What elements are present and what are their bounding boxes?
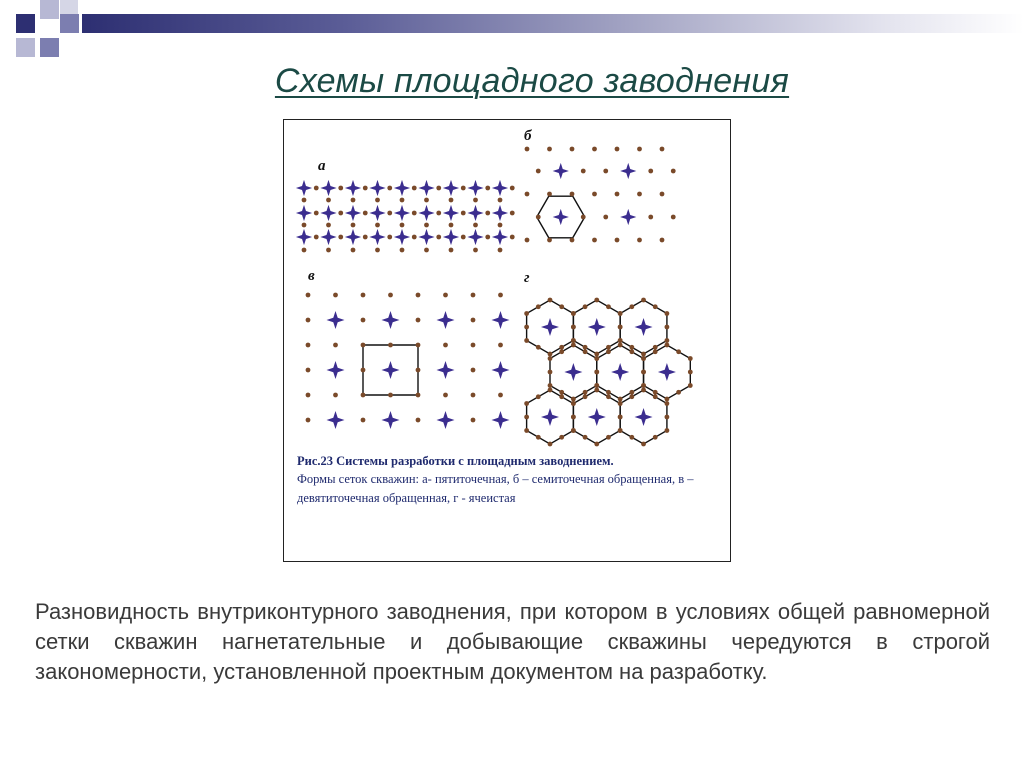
- production-dot-icon: [671, 169, 676, 174]
- production-dot-icon: [606, 345, 611, 350]
- production-dot-icon: [559, 394, 564, 399]
- production-dot-icon: [571, 401, 576, 406]
- production-dot-icon: [548, 442, 553, 447]
- production-dot-icon: [571, 325, 576, 330]
- injection-star-icon: [467, 229, 483, 245]
- production-dot-icon: [536, 394, 541, 399]
- production-dot-icon: [559, 390, 564, 395]
- production-dot-icon: [653, 349, 658, 354]
- production-dot-icon: [688, 356, 693, 361]
- injection-star-icon: [467, 205, 483, 221]
- production-dot-icon: [416, 393, 421, 398]
- production-dot-icon: [314, 211, 319, 216]
- production-dot-icon: [536, 215, 541, 220]
- injection-star-icon: [382, 361, 400, 379]
- label-a: а: [318, 158, 326, 174]
- production-dot-icon: [436, 235, 441, 240]
- production-wells: [302, 147, 693, 447]
- label-b: б: [524, 128, 532, 144]
- production-dot-icon: [592, 192, 597, 197]
- production-dot-icon: [375, 198, 380, 203]
- production-dot-icon: [412, 235, 417, 240]
- production-dot-icon: [615, 238, 620, 243]
- production-dot-icon: [306, 318, 311, 323]
- production-dot-icon: [326, 198, 331, 203]
- production-dot-icon: [547, 192, 552, 197]
- production-dot-icon: [603, 215, 608, 220]
- production-dot-icon: [536, 435, 541, 440]
- production-dot-icon: [548, 370, 553, 375]
- production-dot-icon: [641, 388, 646, 393]
- production-dot-icon: [581, 215, 586, 220]
- production-dot-icon: [559, 435, 564, 440]
- production-dot-icon: [471, 418, 476, 423]
- production-dot-icon: [648, 215, 653, 220]
- injection-star-icon: [382, 311, 400, 329]
- production-dot-icon: [524, 338, 529, 343]
- production-dot-icon: [665, 325, 670, 330]
- production-dot-icon: [629, 394, 634, 399]
- production-dot-icon: [361, 368, 366, 373]
- production-dot-icon: [363, 211, 368, 216]
- production-dot-icon: [559, 345, 564, 350]
- corner-square-dark: [16, 14, 35, 33]
- production-dot-icon: [471, 368, 476, 373]
- injection-star-icon: [327, 411, 345, 429]
- well-pattern-figure: [283, 119, 731, 562]
- production-dot-icon: [306, 393, 311, 398]
- production-dot-icon: [333, 293, 338, 298]
- production-dot-icon: [583, 349, 588, 354]
- injection-star-icon: [467, 180, 483, 196]
- injection-star-icon: [492, 311, 510, 329]
- injection-star-icon: [327, 311, 345, 329]
- production-dot-icon: [400, 248, 405, 253]
- production-dot-icon: [424, 198, 429, 203]
- production-dot-icon: [302, 198, 307, 203]
- injection-star-icon: [611, 363, 629, 381]
- production-dot-icon: [363, 186, 368, 191]
- production-dot-icon: [498, 248, 503, 253]
- production-dot-icon: [461, 211, 466, 216]
- injection-star-icon: [327, 361, 345, 379]
- production-dot-icon: [536, 345, 541, 350]
- injection-star-icon: [492, 205, 508, 221]
- production-dot-icon: [618, 397, 623, 402]
- production-dot-icon: [559, 349, 564, 354]
- production-dot-icon: [510, 235, 515, 240]
- production-dot-icon: [641, 383, 646, 388]
- injection-star-icon: [345, 205, 361, 221]
- injection-star-icon: [418, 229, 434, 245]
- injection-star-icon: [588, 408, 606, 426]
- production-dot-icon: [326, 248, 331, 253]
- production-dot-icon: [443, 293, 448, 298]
- production-dot-icon: [571, 428, 576, 433]
- production-dot-icon: [387, 235, 392, 240]
- production-dot-icon: [583, 304, 588, 309]
- corner-square-light: [60, 0, 78, 14]
- production-dot-icon: [338, 186, 343, 191]
- production-dot-icon: [361, 293, 366, 298]
- production-dot-icon: [416, 343, 421, 348]
- production-dot-icon: [618, 401, 623, 406]
- production-dot-icon: [351, 198, 356, 203]
- production-dot-icon: [351, 223, 356, 228]
- production-dot-icon: [461, 235, 466, 240]
- production-dot-icon: [583, 390, 588, 395]
- production-dot-icon: [361, 418, 366, 423]
- well-pattern-drawing: [284, 120, 730, 450]
- production-dot-icon: [361, 393, 366, 398]
- production-dot-icon: [361, 318, 366, 323]
- production-dot-icon: [594, 370, 599, 375]
- production-dot-icon: [637, 238, 642, 243]
- production-dot-icon: [665, 401, 670, 406]
- production-dot-icon: [424, 223, 429, 228]
- production-dot-icon: [306, 343, 311, 348]
- production-dot-icon: [653, 394, 658, 399]
- production-dot-icon: [559, 304, 564, 309]
- production-dot-icon: [524, 428, 529, 433]
- production-dot-icon: [498, 343, 503, 348]
- injection-star-icon: [620, 163, 636, 179]
- production-dot-icon: [548, 298, 553, 303]
- production-dot-icon: [548, 356, 553, 361]
- production-dot-icon: [485, 235, 490, 240]
- production-dot-icon: [388, 343, 393, 348]
- label-v: в: [308, 268, 315, 284]
- injection-star-icon: [658, 363, 676, 381]
- production-dot-icon: [653, 435, 658, 440]
- production-dot-icon: [449, 248, 454, 253]
- production-dot-icon: [498, 393, 503, 398]
- slide-body-text: Разновидность внутриконтурного заводнения, при котором в условиях общей равномерной сетки скважин нагнетательные и добывающие скважины чередуются в строгой закономерности, установленной проектным документом на разработку.: [35, 599, 990, 684]
- production-dot-icon: [615, 192, 620, 197]
- production-dot-icon: [338, 235, 343, 240]
- production-dot-icon: [648, 169, 653, 174]
- production-dot-icon: [416, 318, 421, 323]
- injection-star-icon: [369, 205, 385, 221]
- production-dot-icon: [473, 223, 478, 228]
- injection-star-icon: [492, 361, 510, 379]
- injection-star-icon: [553, 209, 569, 225]
- production-dot-icon: [510, 211, 515, 216]
- production-dot-icon: [524, 415, 529, 420]
- pattern-outlines: [363, 196, 690, 444]
- injection-star-icon: [345, 229, 361, 245]
- production-dot-icon: [583, 435, 588, 440]
- injection-star-icon: [635, 318, 653, 336]
- production-dot-icon: [618, 428, 623, 433]
- production-dot-icon: [629, 304, 634, 309]
- production-dot-icon: [571, 397, 576, 402]
- production-dot-icon: [416, 368, 421, 373]
- production-dot-icon: [641, 298, 646, 303]
- injection-star-icon: [564, 363, 582, 381]
- production-dot-icon: [416, 293, 421, 298]
- production-dot-icon: [449, 223, 454, 228]
- injection-star-icon: [492, 229, 508, 245]
- injection-star-icon: [296, 205, 312, 221]
- production-dot-icon: [524, 325, 529, 330]
- production-dot-icon: [333, 393, 338, 398]
- production-dot-icon: [302, 223, 307, 228]
- injection-star-icon: [320, 205, 336, 221]
- injection-star-icon: [620, 209, 636, 225]
- production-dot-icon: [524, 401, 529, 406]
- production-dot-icon: [306, 293, 311, 298]
- production-dot-icon: [637, 192, 642, 197]
- production-dot-icon: [363, 235, 368, 240]
- corner-square-light: [40, 0, 59, 19]
- production-dot-icon: [412, 211, 417, 216]
- production-dot-icon: [471, 343, 476, 348]
- production-dot-icon: [688, 383, 693, 388]
- production-dot-icon: [641, 442, 646, 447]
- production-dot-icon: [536, 169, 541, 174]
- injection-star-icon: [369, 180, 385, 196]
- injection-star-icon: [443, 229, 459, 245]
- corner-square-mid: [60, 14, 79, 33]
- production-dot-icon: [436, 211, 441, 216]
- production-dot-icon: [594, 442, 599, 447]
- production-dot-icon: [606, 390, 611, 395]
- production-dot-icon: [571, 338, 576, 343]
- injection-star-icon: [320, 229, 336, 245]
- production-dot-icon: [629, 349, 634, 354]
- production-dot-icon: [387, 186, 392, 191]
- injection-star-icon: [369, 229, 385, 245]
- production-dot-icon: [525, 192, 530, 197]
- production-dot-icon: [338, 211, 343, 216]
- injection-star-icon: [394, 205, 410, 221]
- injection-star-icon: [437, 361, 455, 379]
- production-dot-icon: [306, 368, 311, 373]
- production-dot-icon: [618, 338, 623, 343]
- production-dot-icon: [594, 383, 599, 388]
- production-dot-icon: [510, 186, 515, 191]
- production-dot-icon: [547, 147, 552, 152]
- production-dot-icon: [471, 293, 476, 298]
- production-dot-icon: [581, 169, 586, 174]
- injection-star-icon: [541, 408, 559, 426]
- production-dot-icon: [637, 147, 642, 152]
- injection-star-icon: [418, 205, 434, 221]
- production-dot-icon: [571, 415, 576, 420]
- production-dot-icon: [473, 198, 478, 203]
- production-dot-icon: [570, 238, 575, 243]
- production-dot-icon: [536, 304, 541, 309]
- caption-title: Рис.23 Системы разработки с площадным заводнением.: [297, 454, 614, 468]
- production-dot-icon: [375, 223, 380, 228]
- production-dot-icon: [641, 356, 646, 361]
- production-dot-icon: [525, 238, 530, 243]
- production-dot-icon: [400, 223, 405, 228]
- production-dot-icon: [629, 390, 634, 395]
- production-dot-icon: [629, 345, 634, 350]
- production-dot-icon: [571, 343, 576, 348]
- production-dot-icon: [387, 211, 392, 216]
- production-dot-icon: [641, 370, 646, 375]
- production-dot-icon: [361, 343, 366, 348]
- production-dot-icon: [594, 388, 599, 393]
- production-dot-icon: [436, 186, 441, 191]
- production-dot-icon: [583, 394, 588, 399]
- production-dot-icon: [671, 215, 676, 220]
- injection-star-icon: [296, 229, 312, 245]
- production-dot-icon: [660, 238, 665, 243]
- production-dot-icon: [314, 235, 319, 240]
- production-dot-icon: [525, 147, 530, 152]
- production-dot-icon: [606, 304, 611, 309]
- caption-body: Формы сеток скважин: а- пятиточечная, б – семиточечная обращенная, в – девятиточечная обращенная, г - ячеистая: [297, 472, 694, 505]
- injection-star-icon: [541, 318, 559, 336]
- production-dot-icon: [665, 415, 670, 420]
- production-dot-icon: [333, 343, 338, 348]
- production-dot-icon: [306, 418, 311, 423]
- injection-star-icon: [588, 318, 606, 336]
- header-gradient-bar: [82, 14, 1024, 33]
- production-dot-icon: [485, 211, 490, 216]
- production-dot-icon: [592, 147, 597, 152]
- injection-wells: [296, 163, 676, 429]
- production-dot-icon: [400, 198, 405, 203]
- production-dot-icon: [603, 169, 608, 174]
- production-dot-icon: [618, 343, 623, 348]
- production-dot-icon: [594, 356, 599, 361]
- production-dot-icon: [688, 370, 693, 375]
- injection-star-icon: [394, 180, 410, 196]
- slide-title: Схемы площадного заводнения: [274, 62, 790, 100]
- production-dot-icon: [665, 343, 670, 348]
- production-dot-icon: [676, 349, 681, 354]
- injection-star-icon: [443, 180, 459, 196]
- injection-star-icon: [437, 411, 455, 429]
- production-dot-icon: [665, 397, 670, 402]
- production-dot-icon: [388, 393, 393, 398]
- production-dot-icon: [606, 435, 611, 440]
- production-dot-icon: [653, 345, 658, 350]
- injection-star-icon: [320, 180, 336, 196]
- production-dot-icon: [592, 238, 597, 243]
- production-dot-icon: [570, 147, 575, 152]
- production-dot-icon: [326, 223, 331, 228]
- production-dot-icon: [416, 418, 421, 423]
- production-dot-icon: [548, 388, 553, 393]
- production-dot-icon: [571, 311, 576, 316]
- production-dot-icon: [629, 435, 634, 440]
- production-dot-icon: [424, 248, 429, 253]
- injection-star-icon: [492, 411, 510, 429]
- production-dot-icon: [548, 383, 553, 388]
- production-dot-icon: [471, 393, 476, 398]
- production-dot-icon: [443, 343, 448, 348]
- injection-star-icon: [437, 311, 455, 329]
- injection-star-icon: [553, 163, 569, 179]
- label-g: г: [524, 270, 530, 286]
- injection-star-icon: [345, 180, 361, 196]
- injection-star-icon: [418, 180, 434, 196]
- production-dot-icon: [665, 428, 670, 433]
- production-dot-icon: [606, 394, 611, 399]
- production-dot-icon: [583, 345, 588, 350]
- production-dot-icon: [618, 311, 623, 316]
- production-dot-icon: [660, 192, 665, 197]
- production-dot-icon: [641, 352, 646, 357]
- production-dot-icon: [498, 223, 503, 228]
- production-dot-icon: [618, 415, 623, 420]
- corner-square-light: [16, 38, 35, 57]
- production-dot-icon: [471, 318, 476, 323]
- production-dot-icon: [676, 390, 681, 395]
- production-dot-icon: [473, 248, 478, 253]
- corner-square-mid: [40, 38, 59, 57]
- production-dot-icon: [606, 349, 611, 354]
- production-dot-icon: [594, 352, 599, 357]
- production-dot-icon: [618, 325, 623, 330]
- production-dot-icon: [485, 186, 490, 191]
- production-dot-icon: [314, 186, 319, 191]
- production-dot-icon: [524, 311, 529, 316]
- production-dot-icon: [412, 186, 417, 191]
- production-dot-icon: [351, 248, 356, 253]
- injection-star-icon: [296, 180, 312, 196]
- production-dot-icon: [615, 147, 620, 152]
- figure-caption: [297, 452, 727, 508]
- injection-star-icon: [382, 411, 400, 429]
- production-dot-icon: [375, 248, 380, 253]
- production-dot-icon: [570, 192, 575, 197]
- production-dot-icon: [461, 186, 466, 191]
- production-dot-icon: [665, 338, 670, 343]
- production-dot-icon: [498, 198, 503, 203]
- production-dot-icon: [548, 352, 553, 357]
- injection-star-icon: [492, 180, 508, 196]
- production-dot-icon: [302, 248, 307, 253]
- production-dot-icon: [498, 293, 503, 298]
- production-dot-icon: [665, 311, 670, 316]
- production-dot-icon: [388, 293, 393, 298]
- production-dot-icon: [547, 238, 552, 243]
- production-dot-icon: [594, 298, 599, 303]
- injection-star-icon: [443, 205, 459, 221]
- production-dot-icon: [660, 147, 665, 152]
- production-dot-icon: [653, 304, 658, 309]
- injection-star-icon: [394, 229, 410, 245]
- production-dot-icon: [653, 390, 658, 395]
- production-dot-icon: [449, 198, 454, 203]
- injection-star-icon: [635, 408, 653, 426]
- production-dot-icon: [443, 393, 448, 398]
